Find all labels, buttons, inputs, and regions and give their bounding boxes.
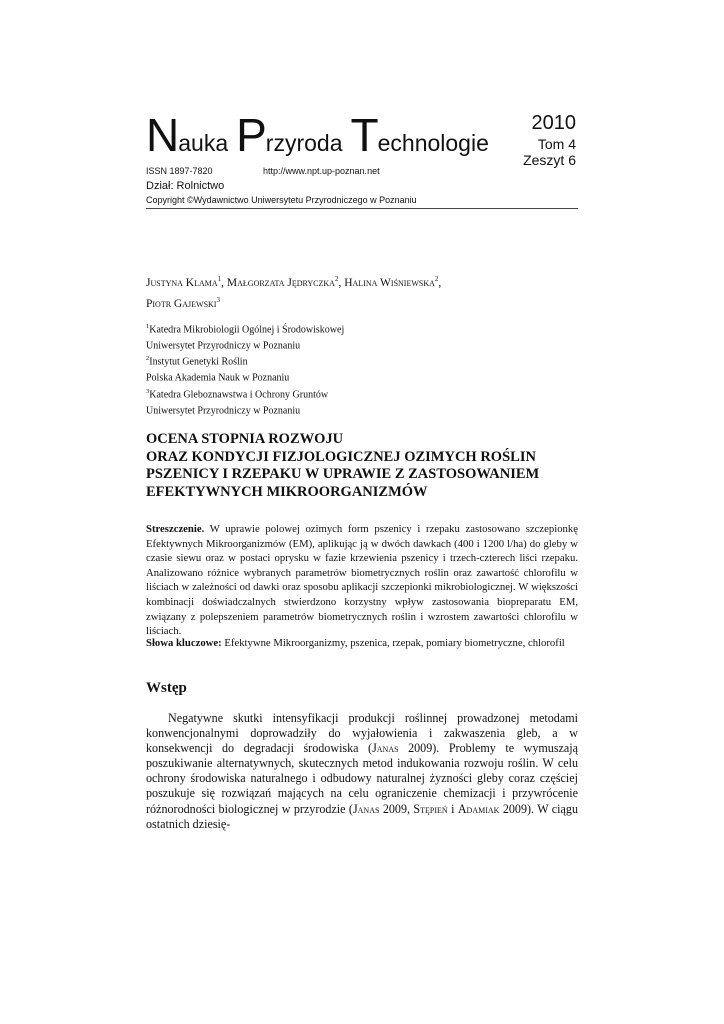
abstract (146, 522, 578, 639)
author-aff: 2 (434, 275, 439, 283)
paragraph-text: i (447, 801, 458, 816)
affiliation-line (146, 353, 566, 369)
title-initial: T (350, 109, 378, 161)
affiliations (146, 321, 566, 418)
affiliation-text: Polska Akademia Nauk w Poznaniu (146, 372, 290, 384)
journal-title-word (350, 109, 489, 161)
body-paragraph (146, 711, 578, 832)
affiliation-text: Uniwersytet Przyrodniczy w Poznaniu (146, 404, 301, 416)
author-sep: , (221, 276, 227, 289)
paragraph-text: 2009). W ciągu ostatnich dziesię- (146, 801, 578, 831)
copyright: Copyright ©Wydawnictwo Uniwersytetu Przyrodniczego w Poznaniu (146, 195, 417, 205)
affiliation-line (146, 369, 566, 385)
author-sep: , (438, 276, 442, 289)
keywords-label: Słowa kluczowe: (146, 637, 222, 649)
citation-author: Adamiak (457, 801, 500, 816)
affiliation-line (146, 402, 566, 418)
header-divider (146, 208, 578, 209)
title-initial: P (236, 109, 266, 161)
section-dzial: Dział: Rolnictwo (146, 180, 225, 192)
affiliation-line (146, 321, 566, 337)
citation-author: Janas (372, 741, 399, 756)
journal-tom: Tom 4 (537, 136, 576, 152)
journal-title-word (236, 109, 343, 161)
authors (146, 271, 586, 313)
journal-year: 2010 (531, 112, 576, 134)
affiliation-line (146, 386, 566, 402)
paper-title (146, 431, 586, 501)
paragraph-text: 2009). Problemy te wymuszają poszukiwanie alternatywnych, skutecznych metod indukowania rozwoju roślin. W celu ochrony środowiska naturalnego i odbudowy naturalnej żyzności gleby coraz częściej poszukuje się rozwiązań mających na celu ograniczenie chemizacji i przywrócenie różnorodności biologicznej w przyrodzie ( (146, 741, 578, 816)
abstract-label: Streszczenie. (146, 523, 205, 535)
affiliation-text: Uniwersytet Przyrodniczy w Poznaniu (146, 340, 301, 352)
affiliation-text: Instytut Genetyki Roślin (149, 356, 248, 368)
author-name: Halina Wiśniewska (344, 276, 435, 289)
affiliation-text: Katedra Gleboznawstwa i Ochrony Gruntów (149, 388, 329, 400)
journal-zeszyt: Zeszyt 6 (523, 152, 576, 168)
author-name: Małgorzata Jędryczka (226, 276, 335, 289)
author-name: Piotr Gajewski (146, 297, 217, 310)
affiliation-number: 3 (146, 387, 150, 395)
author-aff: 2 (334, 275, 339, 283)
affiliation-number: 1 (146, 323, 150, 330)
affiliation-text: Katedra Mikrobiologii Ogólnej i Środowiskowej (149, 324, 345, 336)
keywords (146, 636, 586, 650)
title-initial: N (146, 109, 179, 161)
title-rest: auka (178, 130, 229, 156)
abstract-text: W uprawie polowej ozimych form pszenicy i rzepaku zastosowano szczepionkę Efektywnych Mikroorganizmów (EM), aplikując ją w dwóch dawkach (400 i 1200 l/ha) do gleby w czasie siewu oraz w postaci oprysku w fazie krzewienia pszenicy i trzech-czterech liści rzepaku. Analizowano różnice wybranych parametrów biometrycznych roślin oraz zawartość chlorofilu w liściach w zależności od dawki oraz sposobu aplikacji szczepionki mikrobiologicznej. W większości kombinacji doświadczalnych stwierdzono korzystny wpływ zastosowania biopreparatu EM, związany z polepszeniem parametrów biometrycznych roślin i wzrostem zawartości chlorofilu w liściach. (146, 523, 578, 638)
citation-author: Janas (352, 801, 380, 816)
title-line: EFEKTYWNYCH MIKROORGANIZMÓW (146, 483, 428, 500)
title-line: OCENA STOPNIA ROZWOJU (146, 431, 344, 447)
title-line: PSZENICY I RZEPAKU W UPRAWIE Z ZASTOSOWANIEM (146, 466, 540, 482)
title-line: ORAZ KONDYCJI FIZJOLOGICZNEJ OZIMYCH ROŚLIN (146, 448, 536, 465)
keywords-text: Efektywne Mikroorganizmy, pszenica, rzepak, pomiary biometryczne, chlorofil (224, 637, 565, 649)
paragraph-text: Negatywne skutki intensyfikacji produkcji roślinnej prowadzonej metodami konwencjonalnymi doprowadziły do wyjałowienia i zakwaszenia gleb, a w konsekwencji do degradacji środowiska ( (146, 711, 578, 756)
section-heading: Wstęp (146, 680, 187, 696)
citation-author: Stępień (413, 801, 448, 816)
title-rest: echnologie (377, 130, 489, 156)
issn: ISSN 1897-7820 (146, 166, 213, 176)
affiliation-line (146, 337, 566, 353)
affiliation-number: 2 (146, 355, 150, 363)
paragraph-text: 2009, (379, 801, 414, 816)
title-rest: rzyroda (265, 130, 343, 156)
author-name: Justyna Klama (146, 276, 218, 289)
author-sep: , (338, 276, 345, 289)
journal-title (146, 108, 497, 161)
journal-title-word (146, 109, 229, 161)
author-aff: 3 (216, 295, 220, 304)
author-aff: 1 (217, 275, 222, 283)
journal-url[interactable]: http://www.npt.up-poznan.net (263, 166, 380, 176)
